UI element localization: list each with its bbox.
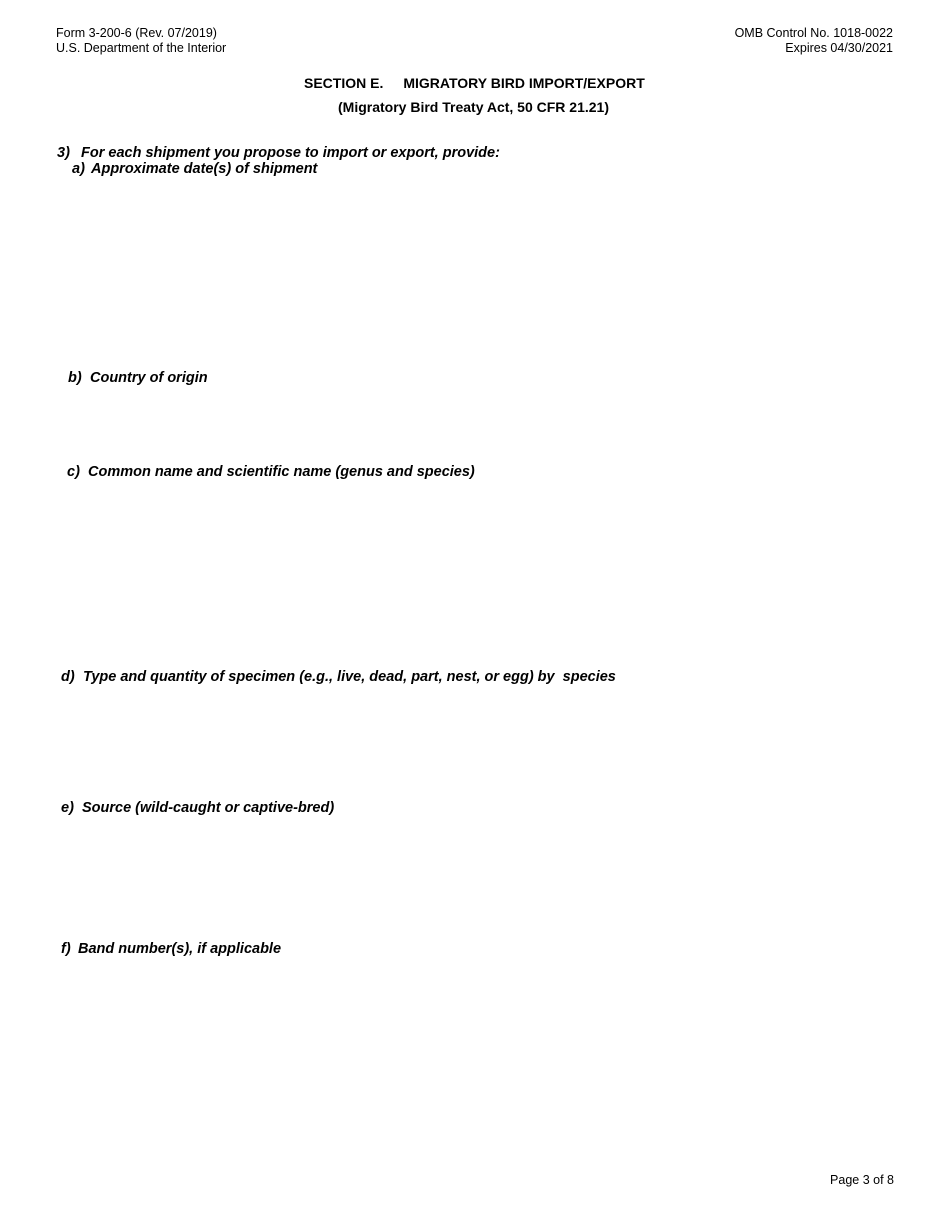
- omb-control-number: OMB Control No. 1018-0022: [734, 26, 893, 40]
- page-number: Page 3 of 8: [830, 1173, 894, 1187]
- item-e-text: Source (wild-caught or captive-bred): [82, 800, 335, 816]
- item-d-letter: d): [61, 669, 75, 685]
- item-a: [72, 161, 317, 177]
- item-b: [68, 370, 208, 386]
- item-c-letter: c): [67, 464, 80, 480]
- item-b-text: Country of origin: [90, 370, 208, 386]
- item-d-text: Type and quantity of specimen (e.g., live, dead, part, nest, or egg) by species: [83, 669, 616, 685]
- item-f: [61, 941, 281, 957]
- section-label: SECTION E.: [304, 75, 384, 91]
- department-name: U.S. Department of the Interior: [56, 41, 227, 55]
- question-number: 3): [57, 145, 70, 161]
- item-f-text: Band number(s), if applicable: [78, 941, 282, 957]
- item-f-letter: f): [61, 941, 71, 957]
- question-3: [57, 145, 500, 161]
- item-c: [67, 464, 475, 480]
- item-e-letter: e): [61, 800, 74, 816]
- section-title: [304, 75, 645, 91]
- section-subtitle: (Migratory Bird Treaty Act, 50 CFR 21.21): [338, 99, 610, 115]
- item-e: [61, 800, 334, 816]
- section-heading: MIGRATORY BIRD IMPORT/EXPORT: [403, 75, 645, 91]
- item-c-text: Common name and scientific name (genus and species): [88, 464, 475, 480]
- item-d: [61, 669, 616, 685]
- item-a-text: Approximate date(s) of shipment: [91, 161, 318, 177]
- form-number: Form 3-200-6 (Rev. 07/2019): [56, 26, 217, 40]
- item-b-letter: b): [68, 370, 82, 386]
- item-a-letter: a): [72, 161, 85, 177]
- expiration-date: Expires 04/30/2021: [785, 41, 893, 55]
- question-text: For each shipment you propose to import or export, provide:: [81, 145, 500, 161]
